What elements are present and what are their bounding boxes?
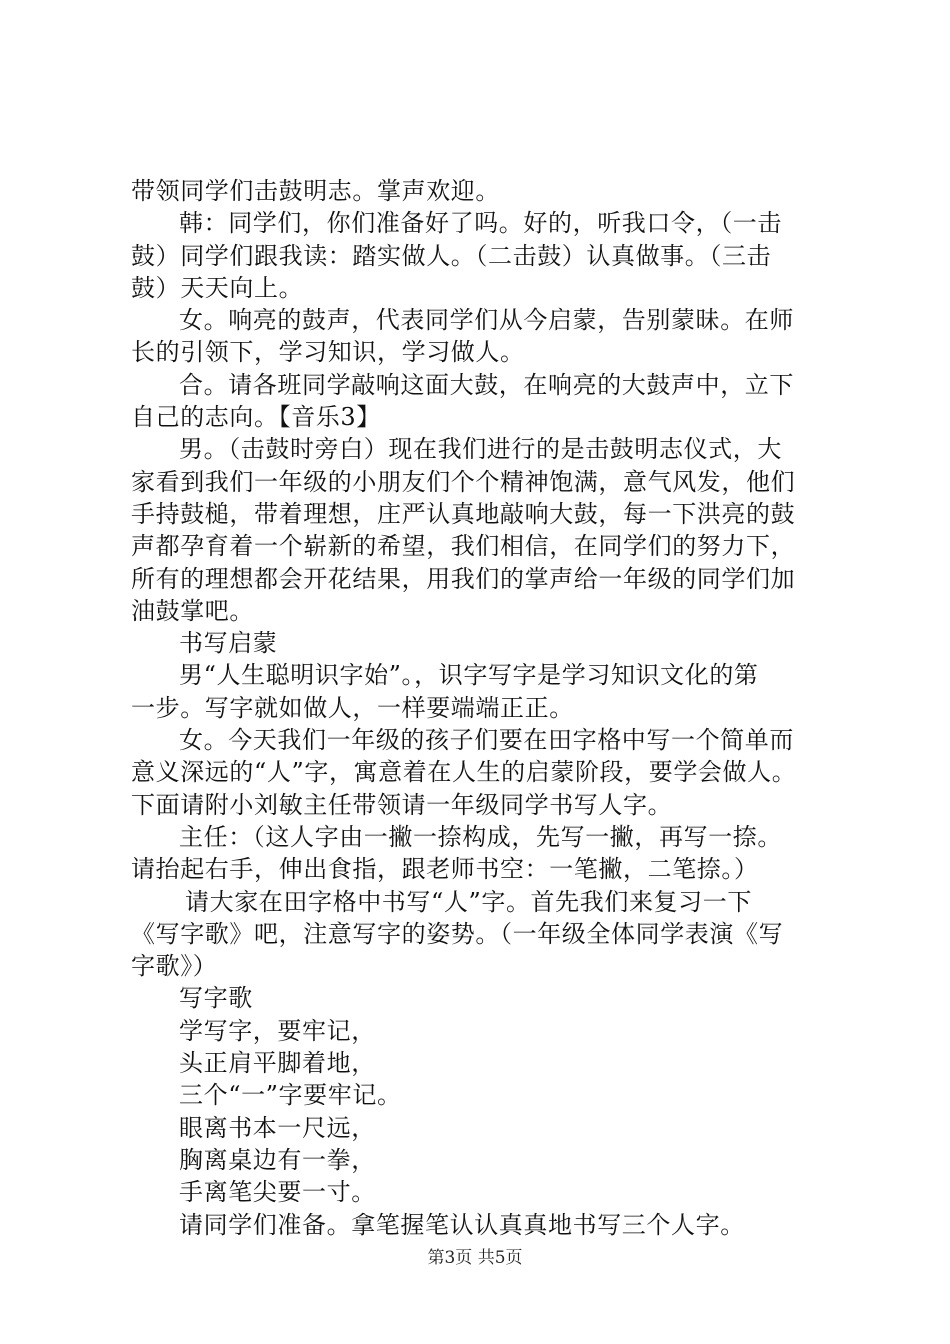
text-line: 女。今天我们一年级的孩子们要在田字格中写一个简单而 <box>179 726 794 755</box>
text-line: 三个“一”字要牢记。 <box>179 1081 402 1110</box>
text-line: 《写字歌》吧，注意写字的姿势。（一年级全体同学表演《写 <box>131 919 784 948</box>
text-line: 合。请各班同学敲响这面大鼓，在响亮的大鼓声中，立下 <box>179 370 794 399</box>
text-line: 油鼓掌吧。 <box>131 596 254 625</box>
text-line: 一步。写字就如做人，一样要端端正正。 <box>131 693 574 722</box>
text-line: 请抬起右手，伸出食指，跟老师书空：一笔撇，二笔捺。） <box>131 855 759 884</box>
text-line: 鼓）同学们跟我读：踏实做人。（二击鼓）认真做事。（三击 <box>131 241 772 270</box>
text-line: 主任：（这人字由一撇一捺构成，先写一撇，再写一捺。 <box>179 822 782 851</box>
text-line: 长的引领下，学习知识，学习做人。 <box>131 338 525 367</box>
text-line: 书写启蒙 <box>179 629 278 658</box>
page-footer: 第3页 共5页 <box>427 1248 523 1268</box>
text-line: 头正肩平脚着地， <box>179 1049 376 1078</box>
text-line: 写字歌 <box>179 984 253 1013</box>
text-line: 字歌》） <box>131 952 218 981</box>
text-line: 胸离桌边有一拳， <box>179 1145 376 1174</box>
text-line: 男“人生聪明识字始”。，识字写字是学习知识文化的第 <box>179 661 759 690</box>
text-line: 韩：同学们，你们准备好了吗。好的，听我口令，（一击 <box>179 209 782 238</box>
text-line: 眼离书本一尺远， <box>179 1113 376 1142</box>
text-line: 请同学们准备。拿笔握笔认认真真地书写三个人字。 <box>179 1210 745 1239</box>
text-line: 下面请附小刘敏主任带领请一年级同学书写人字。 <box>131 790 673 819</box>
text-line: 女。响亮的鼓声，代表同学们从今启蒙，告别蒙昧。在师 <box>179 306 794 335</box>
text-line: 家看到我们一年级的小朋友们个个精神饱满，意气风发，他们 <box>131 467 796 496</box>
text-line: 手持鼓槌，带着理想，庄严认真地敲响大鼓，每一下洪亮的鼓 <box>131 499 796 528</box>
text-line: 所有的理想都会开花结果，用我们的掌声给一年级的同学们加 <box>131 564 796 593</box>
text-line: 鼓）天天向上。 <box>131 273 304 302</box>
text-line: 请大家在田字格中书写“人”字。首先我们来复习一下 <box>185 887 752 916</box>
text-line: 带领同学们击鼓明志。掌声欢迎。 <box>131 177 500 205</box>
document-body <box>131 175 831 1241</box>
text-line: 手离笔尖要一寸。 <box>179 1178 376 1207</box>
text-line: 意义深远的“人”字，寓意着在人生的启蒙阶段，要学会做人。 <box>131 758 797 787</box>
text-line: 学写字，要牢记， <box>179 1016 376 1045</box>
text-line: 自己的志向。【音乐3】 <box>131 403 381 432</box>
text-line: 声都孕育着一个崭新的希望，我们相信，在同学们的努力下， <box>131 532 796 561</box>
text-line: 男。（击鼓时旁白）现在我们进行的是击鼓明志仪式，大 <box>179 435 782 464</box>
